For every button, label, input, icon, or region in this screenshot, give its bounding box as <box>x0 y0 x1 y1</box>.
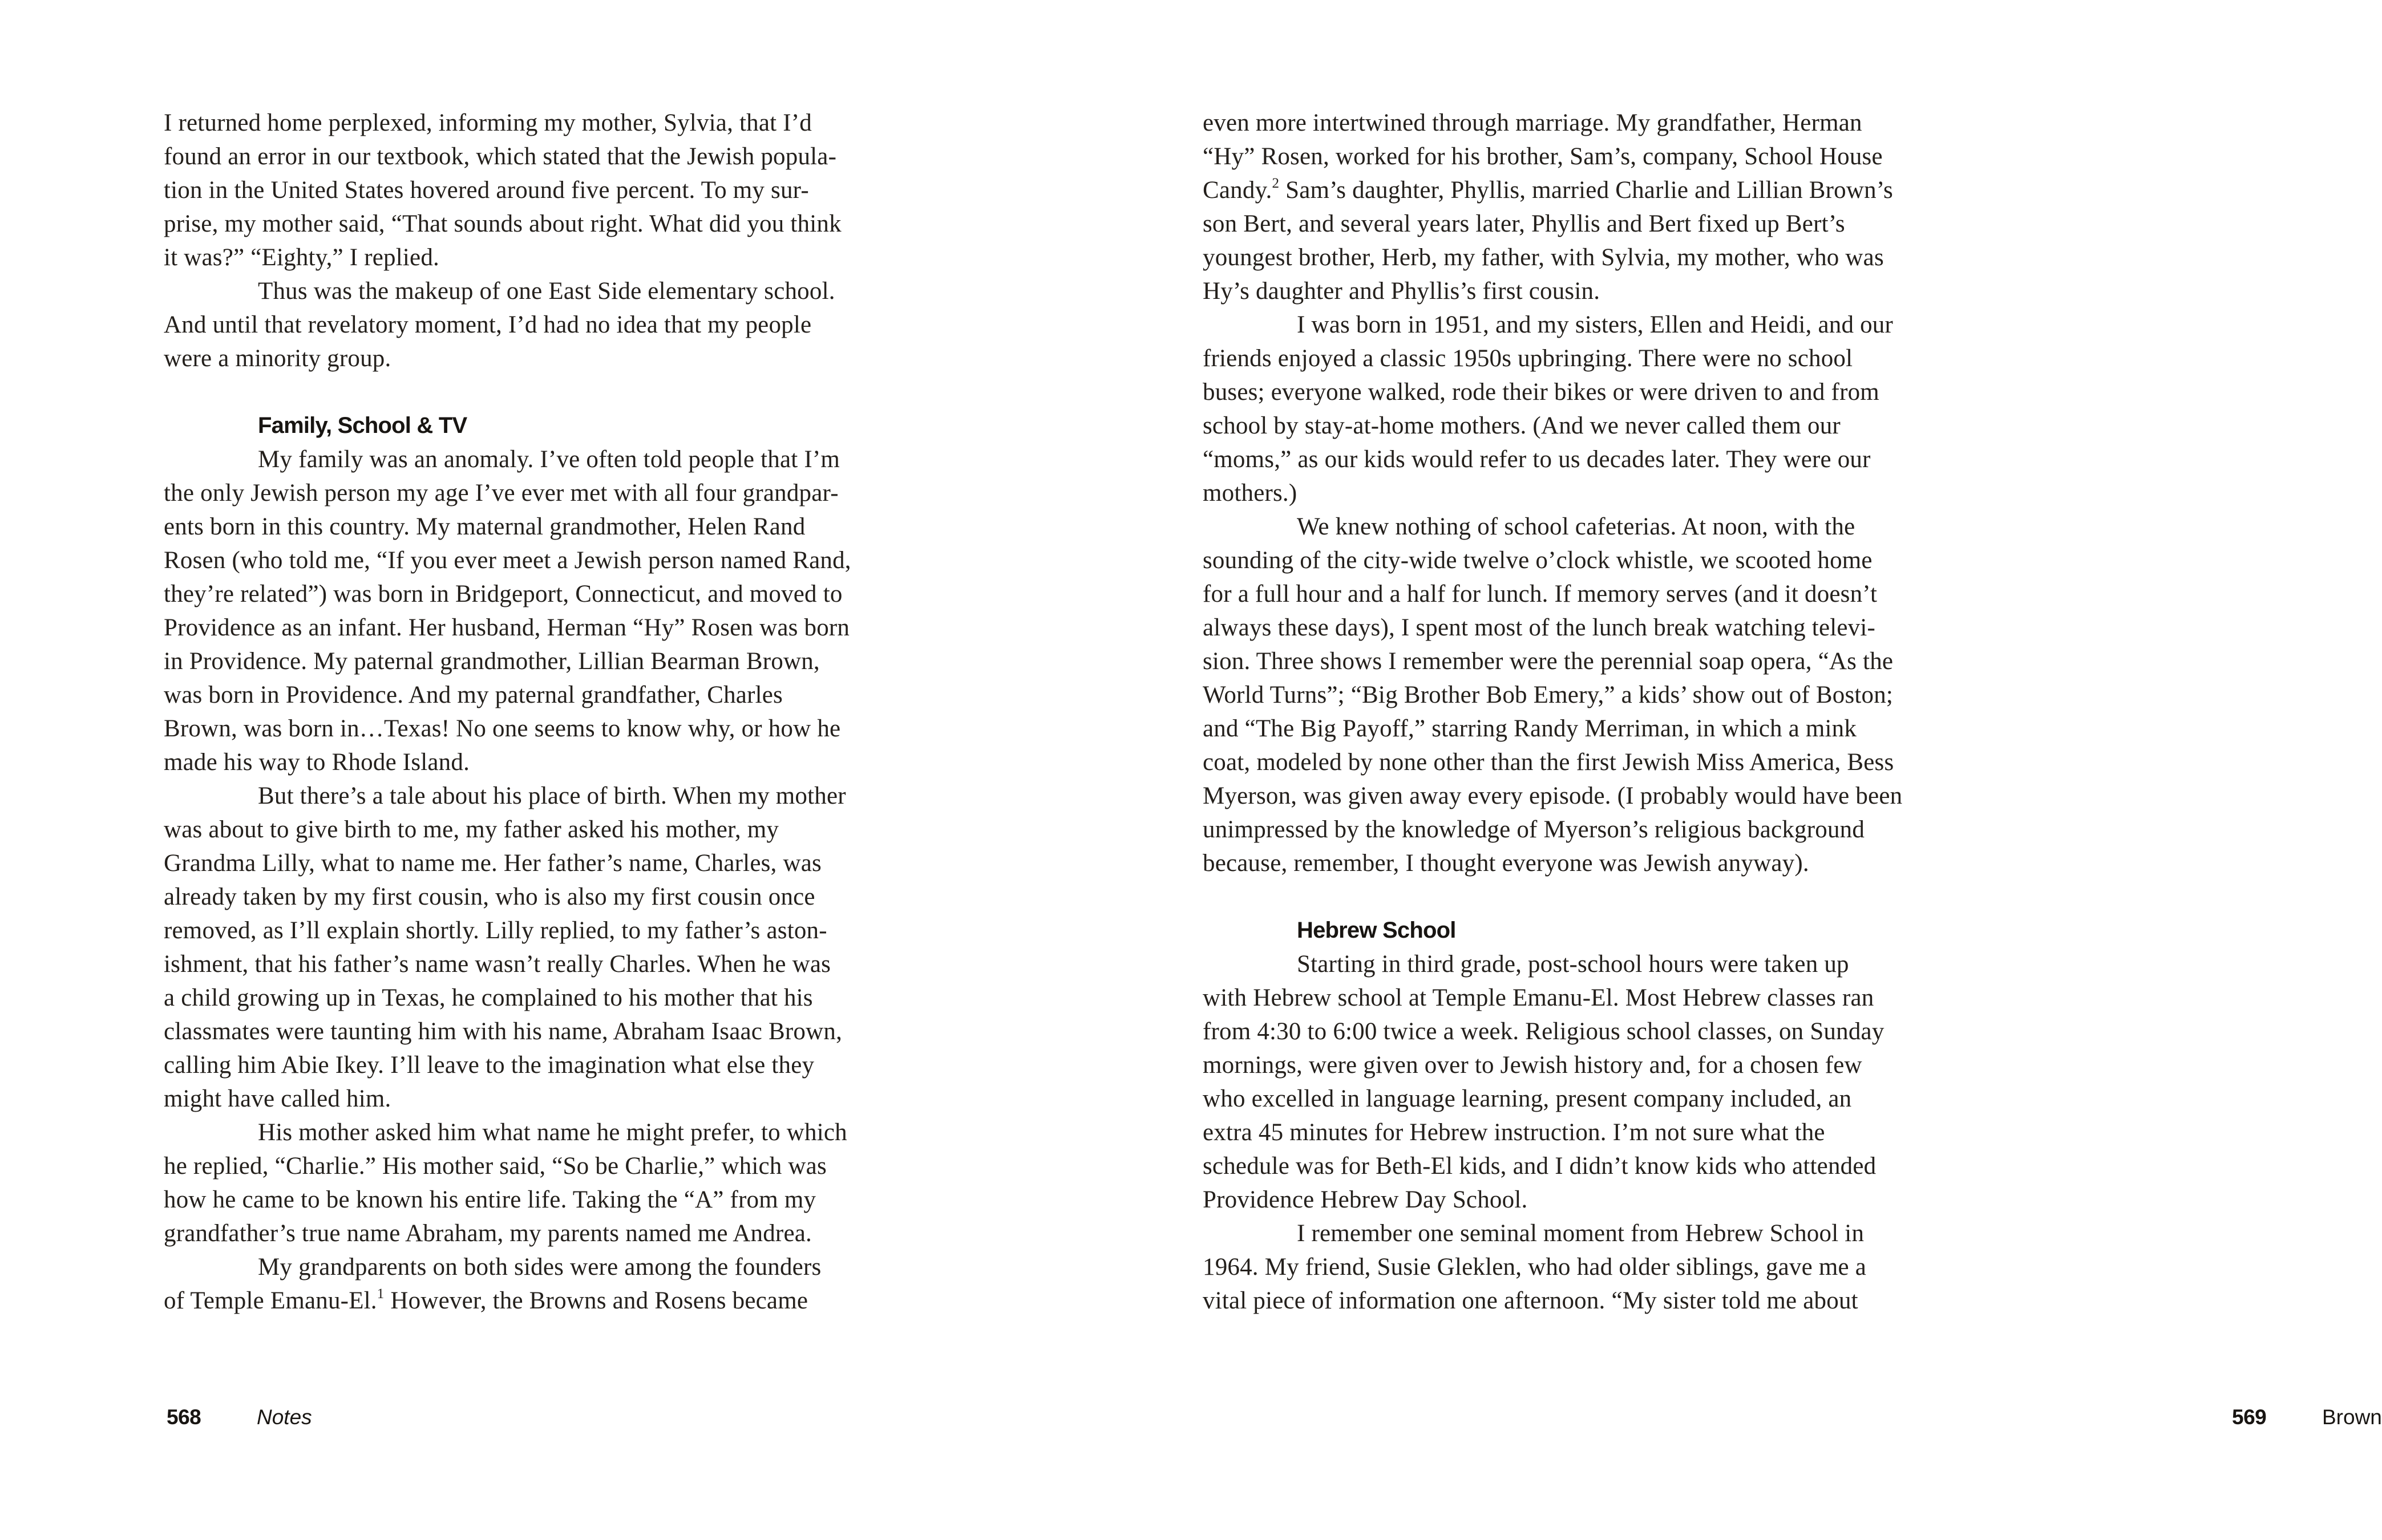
paragraph: My family was an anomaly. I’ve often told people that I’m the only Jewish person my age I’ve ever met with all four grandpar- ents born in this country. My maternal grandmother, Helen Rand Rosen (who told me, “If you ever meet a Jewish person named Rand, they’re related”) was born in Bridgeport, Connecticut, and moved to Providence as an infant. Her husband, Herman “Hy” Rosen was born in Providence. My paternal grandmother, Lillian Bearman Brown, was born in Providence. And my paternal grandfather, Charles Brown, was born in…Texas! No one seems to know why, or how he made his way to Rhode Island. <box>164 446 851 776</box>
paragraph: My grandparents on both sides were among the founders of Temple Emanu-El.$^1$ However, the Browns and Rosens became <box>164 1254 822 1314</box>
page-left <box>0 0 1027 1540</box>
paragraph: But there’s a tale about his place of birth. When my mother was about to give birth to me, my father asked his mother, my Grandma Lilly, what to name me. Her father’s name, Charles, was already taken by my first cousin, who is also my first cousin once removed, as I’ll explain shortly. Lilly replied, to my father’s aston- ishment, that his father’s name wasn’t really Charles. When he was a child growing up in Texas, he complained to his mother that his classmates were taunting him with his name, Abraham Isaac Brown, calling him Abie Ikey. I’ll leave to the imagination what else they might have called him. <box>164 783 846 1112</box>
paragraph: Starting in third grade, post-school hours were taken up with Hebrew school at Temple Emanu-El. Most Hebrew classes ran from 4:30 to 6:00 twice a week. Religious school classes, on Sunday mornings, were given over to Jewish history and, for a chosen few who excelled in language learning, present company included, an extra 45 minutes for Hebrew instruction. I’m not sure what the schedule was for Beth-El kids, and I didn’t know kids who attended Providence Hebrew Day School. <box>1203 951 1884 1213</box>
footnote-ref: 1 <box>377 1286 385 1302</box>
page-number: 568 <box>167 1405 201 1429</box>
page-right <box>1027 0 2382 1540</box>
footnote-ref: 2 <box>1272 176 1280 191</box>
paragraph: We knew nothing of school cafeterias. At noon, with the sounding of the city-wide twelve o’clock whistle, we scooted home for a full hour and a half for lunch. If memory serves (and it doesn’t always these days), I spent most of the lunch break watching televi- sion. Three shows I remember were the perennial soap opera, “As the World Turns”; “Big Brother Bob Emery,” a kids’ show out of Boston; and “The Big Payoff,” starring Randy Merriman, in which a mink coat, modeled by none other than the first Jewish Miss America, Bess Myerson, was given away every episode. (I probably would have been unimpressed by the knowledge of Myerson’s religious background because, remember, I thought everyone was Jewish anyway). <box>1203 513 1903 877</box>
page-left-footer <box>167 1404 312 1430</box>
paragraph: Thus was the makeup of one East Side elementary school. And until that revelatory moment, I’d had no idea that my people were a minority group. <box>164 278 835 372</box>
page-left-text <box>164 106 923 1318</box>
paragraph: I was born in 1951, and my sisters, Ellen and Heidi, and our friends enjoyed a classic 1950s upbringing. There were no school buses; everyone walked, rode their bikes or were driven to and from school by stay-at-home mothers. (And we never called them our “moms,” as our kids would refer to us decades later. They were our mothers.) <box>1203 311 1894 506</box>
paragraph: even more intertwined through marriage. My grandfather, Herman “Hy” Rosen, worked for his brother, Sam’s, company, School House Candy.$^2$ Sam’s daughter, Phyllis, married Charlie and Lillian Brown’s son Bert, and several years later, Phyllis and Bert fixed up Bert’s youngest brother, Herb, my father, with Sylvia, my mother, who was Hy’s daughter and Phyllis’s first cousin. <box>1203 110 1893 305</box>
paragraph: I returned home perplexed, informing my mother, Sylvia, that I’d found an error in our textbook, which stated that the Jewish popula- tion in the United States hovered around five percent. To my sur- prise, my mother said, “That sounds about right. What did you think it was?” “Eighty,” I replied. <box>164 110 842 271</box>
paragraph: His mother asked him what name he might prefer, to which he replied, “Charlie.” His mother said, “So be Charlie,” which was how he came to be known his entire life. Taking the “A” from my grandfather’s true name Abraham, my parents named me Andrea. <box>164 1119 847 1247</box>
section-heading: Hebrew School <box>1297 918 1456 943</box>
page-right-text <box>1203 106 1962 1318</box>
page-number: 569 <box>2232 1405 2267 1429</box>
running-footer-label: Notes <box>257 1405 312 1429</box>
paragraph: I remember one seminal moment from Hebrew School in 1964. My friend, Susie Gleklen, who had older siblings, gave me a vital piece of information one afternoon. “My sister told me about <box>1203 1220 1867 1314</box>
section-heading: Family, School & TV <box>258 413 467 438</box>
page-right-footer <box>2232 1404 2382 1430</box>
running-footer-label: Brown <box>2322 1405 2382 1429</box>
